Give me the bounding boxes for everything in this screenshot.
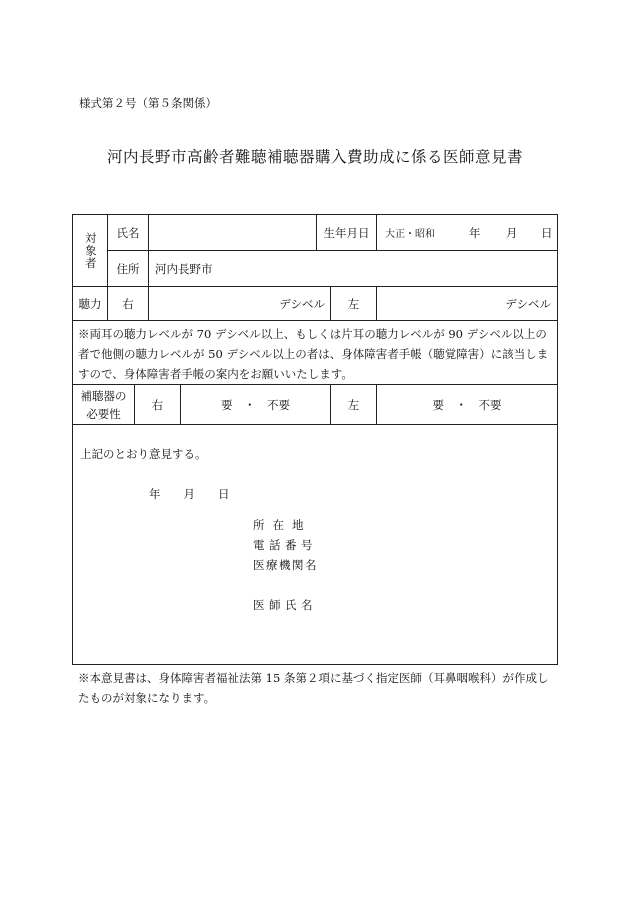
note1-line-3: すので、身体障害者手帳の案内をお願いいたします。 xyxy=(78,367,353,381)
hearing-level-note xyxy=(78,324,548,384)
name-label-cell xyxy=(108,215,148,250)
note2-line-2: たものが対象になります。 xyxy=(78,691,216,705)
hearing-right-label-cell xyxy=(108,287,148,320)
necessity-label-line-1: 補聴器の xyxy=(80,388,127,403)
note2-line-1: ※本意見書は、身体障害者福祉法第 15 条第２項に基づく指定医師（耳鼻咽喉科）が作成し xyxy=(78,671,549,685)
table-border-right xyxy=(557,214,558,665)
birth-date-label: 生年月日 xyxy=(323,225,370,240)
birth-date-field[interactable] xyxy=(377,215,557,250)
necessity-label-line-2: 必要性 xyxy=(86,406,121,421)
birth-day-unit: 日 xyxy=(541,225,553,240)
hearing-left-field[interactable] xyxy=(377,287,551,320)
hearing-left-label: 左 xyxy=(347,296,360,311)
hearing-label: 聴力 xyxy=(78,296,102,311)
address-field[interactable] xyxy=(155,251,555,286)
necessity-label-cell xyxy=(73,385,134,424)
necessity-left-label-cell xyxy=(331,385,376,424)
hearing-right-label: 右 xyxy=(122,296,134,311)
hearing-right-unit: デシベル xyxy=(279,296,325,311)
hearing-left-label-cell xyxy=(331,287,376,320)
subject-label-cell xyxy=(73,215,107,286)
birth-label-cell xyxy=(317,215,376,250)
birth-month-unit: 月 xyxy=(506,225,518,240)
address-label-cell xyxy=(108,251,148,286)
doctor-name-label: 医師氏名 xyxy=(253,598,317,612)
hearing-label-cell xyxy=(73,287,107,320)
note1-line-1: ※両耳の聴力レベルが 70 デシベル以上、もしくは片耳の聴力レベルが 90 デシベル以上の xyxy=(78,327,547,341)
necessity-right-label: 右 xyxy=(151,397,164,412)
institution-label: 医療機関名 xyxy=(253,558,318,572)
birth-year-unit: 年 xyxy=(469,225,481,240)
designated-doctor-note xyxy=(78,668,548,708)
necessity-left-options-text: 要 ・ 不要 xyxy=(432,397,502,412)
opinion-statement: 上記のとおり意見する。 xyxy=(80,447,207,461)
note1-line-2: 者で他側の聴力レベルが 50 デシベル以上の者は、身体障害者手帳（聴覚障害）に該当しま xyxy=(78,347,549,361)
era-options: 大正・昭和 xyxy=(385,229,435,240)
necessity-right-options[interactable] xyxy=(181,385,330,424)
phone-label: 電話番号 xyxy=(253,538,317,552)
address-label: 住所 xyxy=(116,261,140,276)
table-line-hearing-bottom xyxy=(72,320,558,321)
hearing-right-field[interactable] xyxy=(149,287,325,320)
necessity-right-label-cell xyxy=(135,385,180,424)
document-title: 河内長野市高齢者難聴補聴器購入費助成に係る医師意見書 xyxy=(106,148,523,166)
hearing-left-unit: デシベル xyxy=(505,296,551,311)
name-field[interactable] xyxy=(152,215,314,250)
address-value: 河内長野市 xyxy=(155,261,213,276)
name-label: 氏名 xyxy=(116,225,140,240)
necessity-right-options-text: 要 ・ 不要 xyxy=(221,397,290,412)
table-line-necessity-bottom xyxy=(72,424,558,425)
necessity-left-label: 左 xyxy=(347,397,360,412)
table-line-label-col xyxy=(148,214,149,286)
table-border-bottom xyxy=(72,664,558,665)
location-label: 所在地 xyxy=(253,518,312,532)
necessity-left-options[interactable] xyxy=(377,385,557,424)
opinion-date[interactable]: 年 月 日 xyxy=(149,487,230,501)
form-number-label: 様式第２号（第５条関係） xyxy=(79,96,217,110)
subject-label: 対象者 xyxy=(83,231,98,270)
